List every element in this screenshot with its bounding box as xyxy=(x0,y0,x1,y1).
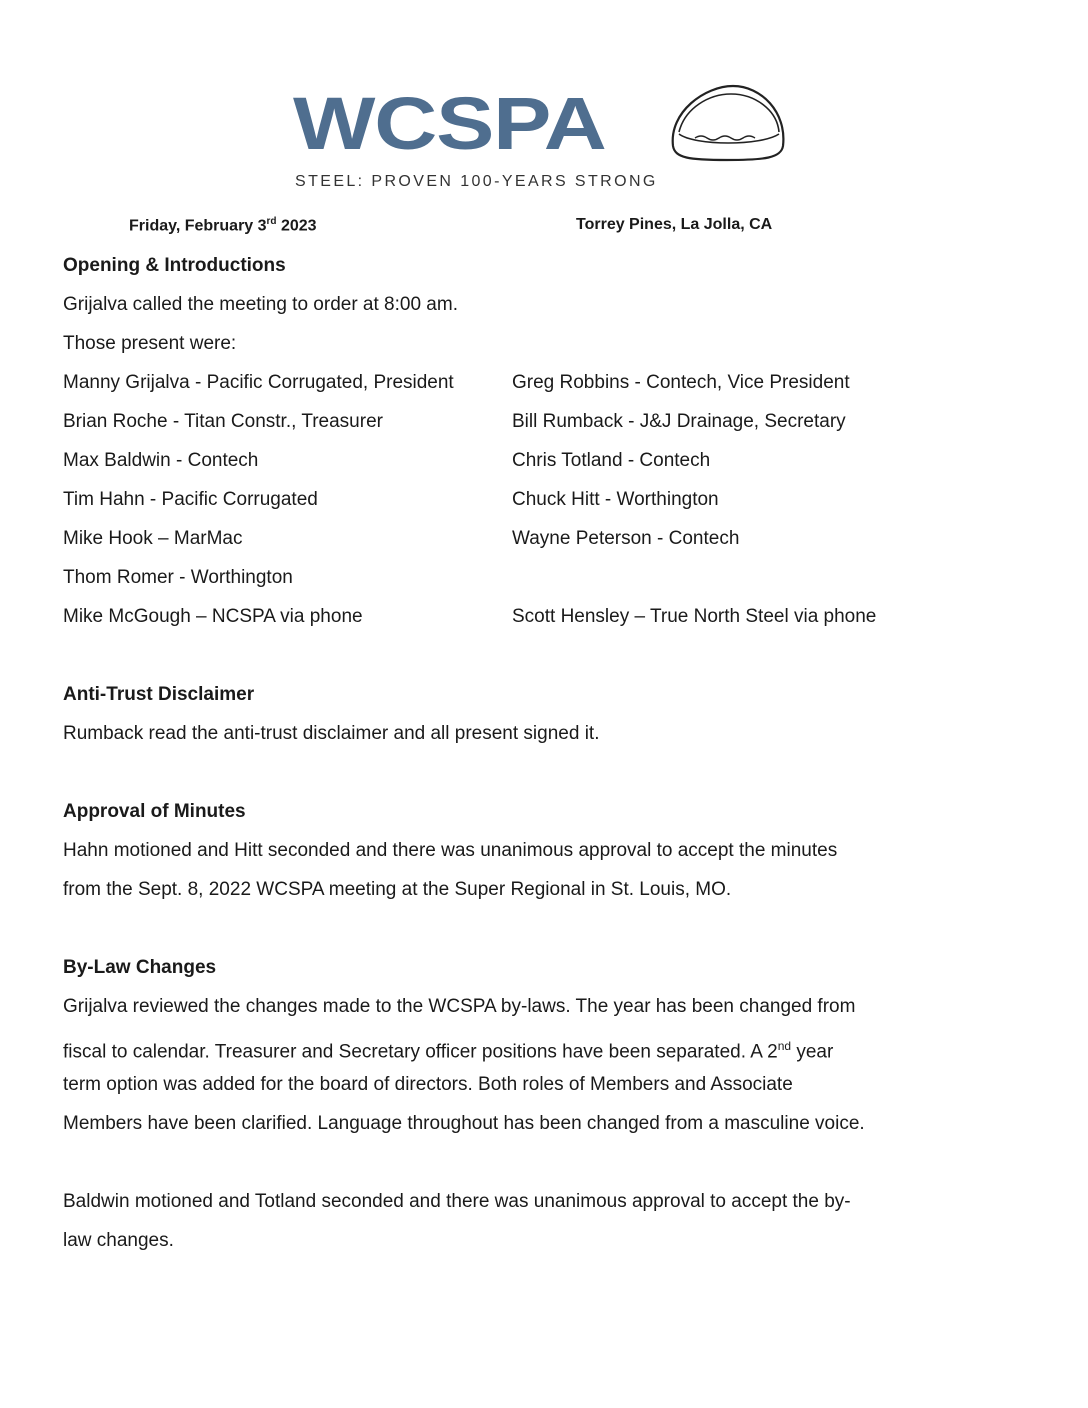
opening-heading: Opening & Introductions xyxy=(63,255,286,276)
bylaws-text: term option was added for the board of directors. Both roles of Members and Associate xyxy=(63,1074,793,1095)
bylaws-heading: By-Law Changes xyxy=(63,957,217,978)
attendee: Tim Hahn - Pacific Corrugated xyxy=(63,489,318,510)
attendee: Thom Romer - Worthington xyxy=(63,567,293,588)
wcspa-logo xyxy=(293,82,798,197)
minutes-heading: Approval of Minutes xyxy=(63,801,246,822)
bylaws-motion-text: Baldwin motioned and Totland seconded and there was unanimous approval to accept the by- xyxy=(63,1191,851,1212)
call-to-order-text: Grijalva called the meeting to order at 8:00 am. xyxy=(63,294,458,315)
pipe-icon xyxy=(665,82,790,164)
minutes-text: Hahn motioned and Hitt seconded and there was unanimous approval to accept the minutes xyxy=(63,840,838,861)
bylaws-text: Grijalva reviewed the changes made to the WCSPA by-laws. The year has been changed from xyxy=(63,996,856,1017)
attendee: Brian Roche - Titan Constr., Treasurer xyxy=(63,411,383,432)
minutes-text: from the Sept. 8, 2022 WCSPA meeting at the Super Regional in St. Louis, MO. xyxy=(63,879,732,900)
attendee: Greg Robbins - Contech, Vice President xyxy=(512,372,850,393)
bylaws-text: fiscal to calendar. Treasurer and Secretary officer positions have been separated. A 2nd year xyxy=(63,1039,834,1063)
attendee: Scott Hensley – True North Steel via phone xyxy=(512,606,877,627)
bylaws-text: Members have been clarified. Language throughout has been changed from a masculine voice. xyxy=(63,1113,865,1134)
attendee: Wayne Peterson - Contech xyxy=(512,528,740,549)
attendee: Chris Totland - Contech xyxy=(512,450,711,471)
antitrust-heading: Anti-Trust Disclaimer xyxy=(63,684,255,705)
attendee: Mike McGough – NCSPA via phone xyxy=(63,606,363,627)
attendee: Manny Grijalva - Pacific Corrugated, President xyxy=(63,372,454,393)
bylaws-motion-text: law changes. xyxy=(63,1230,174,1251)
attendee: Bill Rumback - J&J Drainage, Secretary xyxy=(512,411,846,432)
attendee: Chuck Hitt - Worthington xyxy=(512,489,719,510)
meeting-location: Torrey Pines, La Jolla, CA xyxy=(576,216,773,233)
present-intro-text: Those present were: xyxy=(63,333,237,354)
attendee: Mike Hook – MarMac xyxy=(63,528,243,549)
logo-tagline: STEEL: PROVEN 100-YEARS STRONG xyxy=(295,173,658,190)
antitrust-text: Rumback read the anti-trust disclaimer and all present signed it. xyxy=(63,723,600,744)
logo-wordmark: WCSPA xyxy=(293,82,606,165)
attendee: Max Baldwin - Contech xyxy=(63,450,259,471)
meeting-date: Friday, February 3rd 2023 xyxy=(129,216,317,235)
